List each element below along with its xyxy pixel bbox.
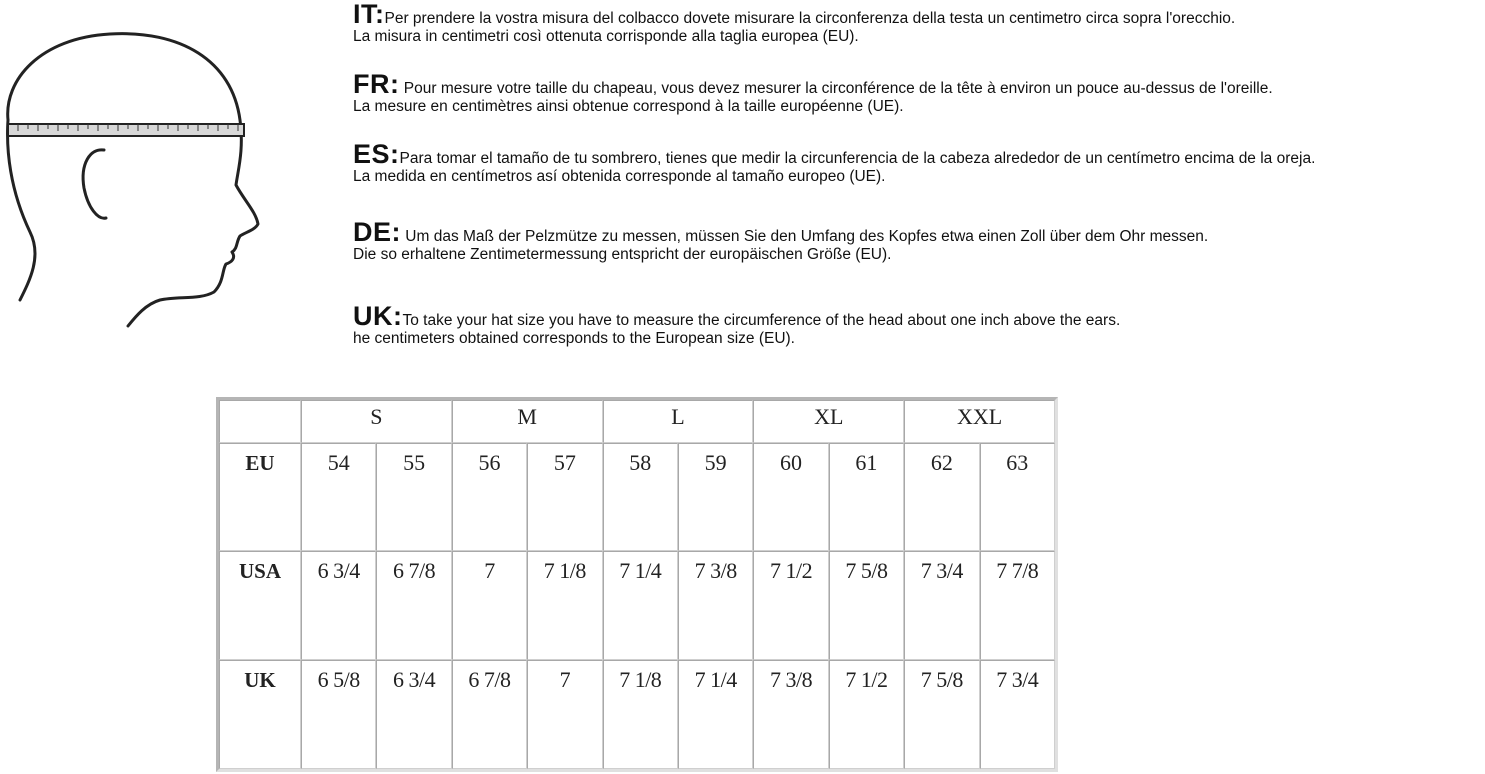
table-cell: 7 1/2: [829, 660, 904, 769]
table-cell: 7 1/8: [603, 660, 678, 769]
language-code: FR:: [353, 69, 400, 99]
table-cell: 6 3/4: [376, 660, 451, 769]
instruction-text: Die so erhaltene Zentimetermessung entspricht der europäischen Größe (EU).: [353, 246, 892, 263]
table-cell: 7 7/8: [980, 551, 1055, 660]
language-code: IT:: [353, 0, 385, 29]
instruction-text: Um das Maß der Pelzmütze zu messen, müssen Sie den Umfang des Kopfes etwa einen Zoll über dem Ohr messen.: [401, 228, 1209, 245]
size-header: M: [452, 400, 603, 443]
table-cell: 62: [904, 443, 979, 552]
instruction-text: La mesure en centimètres ainsi obtenue correspond à la taille européenne (UE).: [353, 98, 904, 115]
table-cell: 57: [527, 443, 602, 552]
row-label: EU: [219, 443, 301, 552]
instruction-de: [353, 217, 1209, 266]
table-cell: 60: [753, 443, 828, 552]
table-cell: 6 7/8: [376, 551, 451, 660]
table-cell: 6 5/8: [301, 660, 376, 769]
language-code: ES:: [353, 139, 400, 169]
table-cell: 61: [829, 443, 904, 552]
table-cell: 54: [301, 443, 376, 552]
instruction-uk: [353, 301, 1121, 350]
measuring-tape-icon: [8, 124, 244, 136]
table-cell: 7 3/4: [980, 660, 1055, 769]
size-header: XL: [753, 400, 904, 443]
table-cell: 7: [452, 551, 527, 660]
row-label: USA: [219, 551, 301, 660]
table-cell: 55: [376, 443, 451, 552]
table-cell: 58: [603, 443, 678, 552]
table-cell: 6 3/4: [301, 551, 376, 660]
table-cell: 7 3/8: [753, 660, 828, 769]
instruction-fr: [353, 69, 1273, 118]
table-header-row: [219, 400, 1055, 443]
size-header: XXL: [904, 400, 1055, 443]
table-cell: 7: [527, 660, 602, 769]
table-cell: 7 1/4: [678, 660, 753, 769]
table-cell: 7 1/8: [527, 551, 602, 660]
table-cell: 7 3/4: [904, 551, 979, 660]
table-row-uk: [219, 660, 1055, 769]
size-conversion-table: [216, 397, 1058, 772]
table-row-eu: [219, 443, 1055, 552]
table-cell: 7 5/8: [904, 660, 979, 769]
table-cell: 7 1/4: [603, 551, 678, 660]
head-measurement-illustration: [0, 20, 270, 340]
row-label: UK: [219, 660, 301, 769]
size-header: S: [301, 400, 452, 443]
language-code: DE:: [353, 217, 401, 247]
table-cell: 7 3/8: [678, 551, 753, 660]
instruction-text: he centimeters obtained corresponds to the European size (EU).: [353, 330, 795, 347]
table-corner-cell: [219, 400, 301, 443]
table-cell: 59: [678, 443, 753, 552]
instruction-es: [353, 139, 1316, 188]
instruction-text: To take your hat size you have to measure the circumference of the head about one inch above the ears.: [402, 312, 1121, 329]
instruction-text: La medida en centímetros así obtenida corresponde al tamaño europeo (UE).: [353, 168, 886, 185]
table-cell: 6 7/8: [452, 660, 527, 769]
instruction-text: Pour mesure votre taille du chapeau, vous devez mesurer la circonférence de la tête à environ un pouce au-dessus de l'oreille.: [399, 80, 1273, 97]
table-cell: 63: [980, 443, 1055, 552]
size-header: L: [603, 400, 754, 443]
language-code: UK:: [353, 301, 403, 331]
table-cell: 56: [452, 443, 527, 552]
table-row-usa: [219, 551, 1055, 660]
table-cell: 7 1/2: [753, 551, 828, 660]
instruction-it: [353, 2, 1235, 48]
instruction-text: Para tomar el tamaño de tu sombrero, tienes que medir la circunferencia de la cabeza alrededor de un centímetro encima de la oreja.: [399, 150, 1316, 167]
instruction-text: Per prendere la vostra misura del colbacco dovete misurare la circonferenza della testa un centimetro circa sopra l'orecchio.: [384, 10, 1236, 27]
table-cell: 7 5/8: [829, 551, 904, 660]
instruction-text: La misura in centimetri così ottenuta corrisponde alla taglia europea (EU).: [353, 28, 859, 45]
